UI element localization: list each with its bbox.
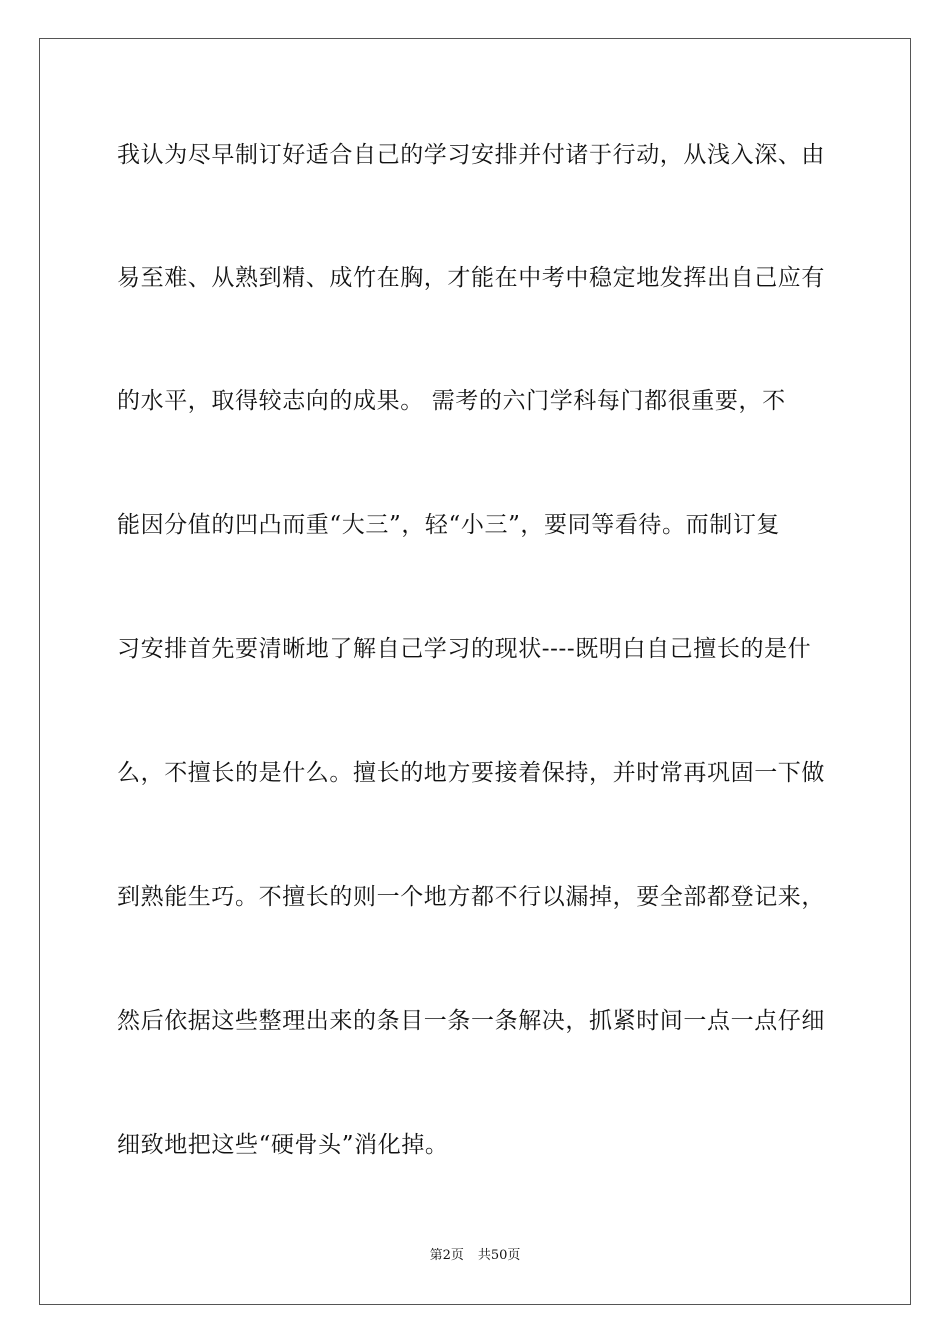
page-footer	[0, 1247, 950, 1265]
text-line-3: 的水平，取得较志向的成果。 需考的六门学科每门都很重要，不	[117, 388, 786, 414]
page-total: 共50页	[477, 1248, 521, 1263]
text-line-8: 然后依据这些整理出来的条目一条一条解决，抓紧时间一点一点仔细	[117, 1008, 825, 1034]
text-line-4: 能因分值的凹凸而重“大三”，轻“小三”，要同等看待。而制订复	[117, 512, 781, 538]
text-line-6: 么，不擅长的是什么。擅长的地方要接着保持，并时常再巩固一下做	[117, 760, 825, 786]
text-line-2: 易至难、从熟到精、成竹在胸，才能在中考中稳定地发挥出自己应有	[117, 265, 825, 291]
text-line-7: 到熟能生巧。不擅长的则一个地方都不行以漏掉，要全部都登记来，	[117, 884, 825, 910]
page-border	[39, 38, 911, 1305]
text-line-9: 细致地把这些“硬骨头”消化掉。	[117, 1132, 449, 1158]
text-line-1: 我认为尽早制订好适合自己的学习安排并付诸于行动，从浅入深、由	[117, 142, 825, 168]
text-line-5: 习安排首先要清晰地了解自己学习的现状----既明白自己擅长的是什	[117, 636, 812, 662]
page-number: 第2页	[429, 1248, 464, 1263]
